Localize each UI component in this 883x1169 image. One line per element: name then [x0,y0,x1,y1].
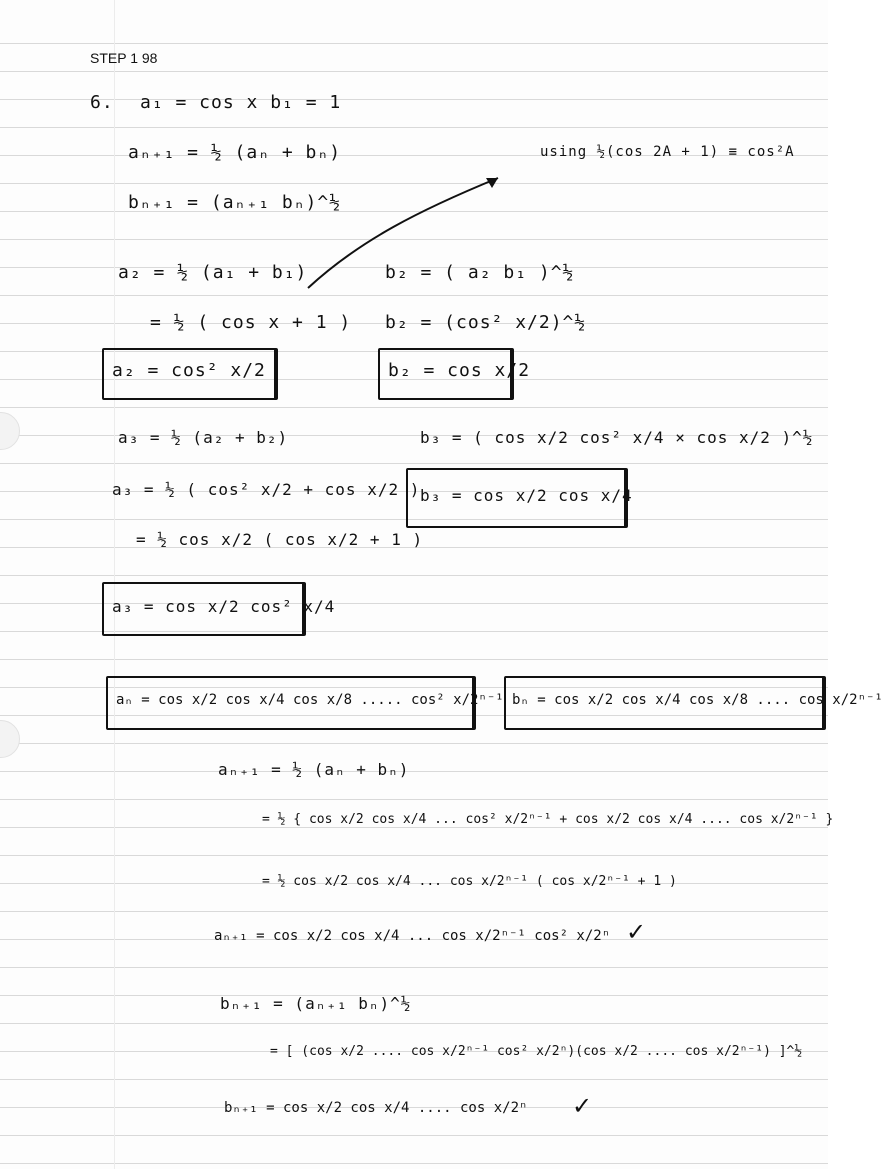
b2-result: b₂ = cos x/2 [388,360,531,381]
a3-step1: a₃ = ½ (a₂ + b₂) [118,428,289,447]
induct-a2: = ½ { cos x/2 cos x/4 ... cos² x/2ⁿ⁻¹ + cos x/2 cos x/4 .... cos x/2ⁿ⁻¹ } [262,812,834,827]
induct-a3: = ½ cos x/2 cos x/4 ... cos x/2ⁿ⁻¹ ( cos x/2ⁿ⁻¹ + 1 ) [262,874,677,889]
a2-step1: a₂ = ½ (a₁ + b₁) [118,262,308,283]
a3-result: a₃ = cos x/2 cos² x/4 [112,597,336,616]
checkmark-a: ✓ [626,918,647,946]
b3-result: b₃ = cos x/2 cos x/4 [420,486,633,505]
induct-b2: = [ (cos x/2 .... cos x/2ⁿ⁻¹ cos² x/2ⁿ)(cos x/2 .... cos x/2ⁿ⁻¹) ]^½ [270,1044,803,1059]
induct-a4: aₙ₊₁ = cos x/2 cos x/4 ... cos x/2ⁿ⁻¹ cos² x/2ⁿ [214,928,611,944]
a3-step3: = ½ cos x/2 ( cos x/2 + 1 ) [136,530,424,549]
induct-b1: bₙ₊₁ = (aₙ₊₁ bₙ)^½ [220,994,412,1013]
an-guess: aₙ = cos x/2 cos x/4 cos x/8 ..... cos² x/2ⁿ⁻¹ [116,692,504,708]
bn-guess: bₙ = cos x/2 cos x/4 cos x/8 .... cos x/2ⁿ⁻¹ [512,692,883,708]
induct-a1: aₙ₊₁ = ½ (aₙ + bₙ) [218,760,410,779]
a2-step2: = ½ ( cos x + 1 ) [150,312,352,333]
a-recurrence: aₙ₊₁ = ½ (aₙ + bₙ) [128,142,342,163]
page-header: STEP 1 98 [90,50,158,66]
b2-step2: b₂ = (cos² x/2)^½ [385,312,587,333]
b2-step1: b₂ = ( a₂ b₁ )^½ [385,262,575,283]
induct-b3: bₙ₊₁ = cos x/2 cos x/4 .... cos x/2ⁿ [224,1100,528,1116]
b-recurrence: bₙ₊₁ = (aₙ₊₁ bₙ)^½ [128,192,342,213]
initial-conditions: a₁ = cos x b₁ = 1 [140,92,342,113]
a2-result: a₂ = cos² x/2 [112,360,266,381]
question-number: 6. [90,92,114,113]
checkmark-b: ✓ [572,1092,593,1120]
b3-step1: b₃ = ( cos x/2 cos² x/4 × cos x/2 )^½ [420,428,814,447]
identity-note: using ½(cos 2A + 1) ≡ cos²A [540,144,795,160]
a3-step2: a₃ = ½ ( cos² x/2 + cos x/2 ) [112,480,421,499]
